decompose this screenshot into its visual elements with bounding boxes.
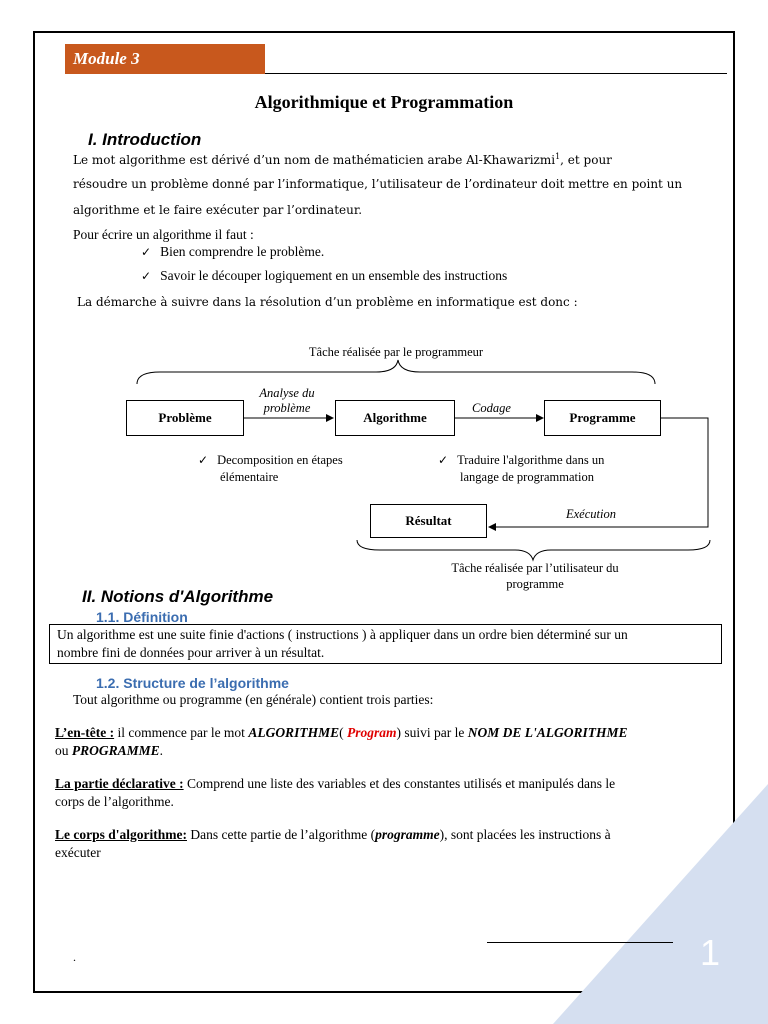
intro-line-1-end: , et pour bbox=[560, 153, 612, 167]
arrow-label-analyse-line2: problème bbox=[263, 401, 311, 415]
entete-or: ou bbox=[55, 743, 72, 758]
note-decomposition-line2: élémentaire bbox=[220, 470, 279, 484]
note-decomposition bbox=[198, 452, 343, 486]
module-badge: Module 3 bbox=[65, 44, 265, 74]
note-traduire-line1: ✓ Traduire l'algorithme dans un bbox=[438, 452, 604, 469]
intro-line-1-text: Le mot algorithme est dérivé d’un nom de mathématicien arabe Al-Khawarizmi bbox=[73, 153, 556, 167]
box-probleme: Problème bbox=[126, 400, 244, 436]
diagram-bottom-line1: Tâche réalisée par l’utilisateur du bbox=[451, 561, 619, 575]
footnote-mark: 1 bbox=[555, 152, 561, 161]
arrow-label-analyse-line1: Analyse du bbox=[259, 386, 315, 400]
entete-paren: ( bbox=[339, 725, 347, 740]
corps-line-2: exécuter bbox=[55, 845, 101, 860]
diagram-bottom-label bbox=[420, 560, 650, 592]
entete-label: L’en-tête : bbox=[55, 725, 115, 740]
section-2-heading: II. Notions d'Algorithme bbox=[82, 587, 274, 606]
definition-line-2: nombre fini de données pour arriver à un résultat. bbox=[57, 645, 325, 660]
definition-box bbox=[49, 624, 722, 664]
arrow-label-codage: Codage bbox=[472, 401, 511, 415]
entete-keyword-programme: PROGRAMME bbox=[71, 743, 160, 758]
corps-keyword-programme: programme bbox=[375, 827, 440, 842]
section-1-heading: I. Introduction bbox=[88, 130, 202, 149]
corps-text-2: ), sont placées les instructions à bbox=[439, 827, 611, 842]
entete-line-1 bbox=[55, 725, 627, 741]
note-decomposition-line1: ✓ Decomposition en étapes bbox=[198, 452, 343, 469]
arrow-label-execution: Exécution bbox=[566, 507, 616, 521]
corps-line-1 bbox=[55, 827, 611, 843]
decl-line-2: corps de l’algorithme. bbox=[55, 794, 174, 809]
corps-text-1: Dans cette partie de l’algorithme ( bbox=[186, 827, 376, 842]
box-algorithme: Algorithme bbox=[335, 400, 455, 436]
box-resultat: Résultat bbox=[370, 504, 487, 538]
box-programme: Programme bbox=[544, 400, 661, 436]
entete-keyword-algorithme: ALGORITHME bbox=[248, 725, 340, 740]
note-traduire-line2: langage de programmation bbox=[460, 470, 594, 484]
definition-line-1: Un algorithme est une suite finie d'actions ( instructions ) à appliquer dans un ordre bien déterminé sur un bbox=[57, 627, 628, 642]
page-number: 1 bbox=[699, 932, 720, 973]
subsection-structure: 1.2. Structure de l’algorithme bbox=[96, 675, 289, 691]
diagram-bottom-line2: programme bbox=[506, 577, 564, 591]
note-traduire bbox=[438, 452, 604, 486]
subsection-definition: 1.1. Définition bbox=[96, 609, 188, 625]
diagram-top-label: Tâche réalisée par le programmeur bbox=[308, 345, 484, 359]
structure-intro: Tout algorithme ou programme (en générale) contient trois parties: bbox=[73, 692, 434, 707]
corps-label: Le corps d'algorithme: bbox=[55, 827, 187, 842]
entete-keyword-program: Program bbox=[346, 725, 397, 740]
entete-text-1: il commence par le mot bbox=[114, 725, 249, 740]
intro-line-3: algorithme et le faire exécuter par l’ordinateur. bbox=[73, 203, 363, 217]
entete-keyword-nom: NOM DE L'ALGORITHME bbox=[467, 725, 628, 740]
footnote-rule bbox=[487, 942, 673, 943]
bullet-1: ✓ Bien comprendre le problème. bbox=[141, 244, 324, 260]
intro-list-lead: Pour écrire un algorithme il faut : bbox=[73, 227, 254, 242]
page-title: Algorithmique et Programmation bbox=[254, 92, 514, 112]
demarche-text: La démarche à suivre dans la résolution d’un problème en informatique est donc : bbox=[77, 295, 578, 309]
decl-label: La partie déclarative : bbox=[55, 776, 184, 791]
arrow-label-analyse bbox=[246, 386, 328, 416]
entete-text-2: ) suivi par le bbox=[396, 725, 468, 740]
decl-line-1 bbox=[55, 776, 615, 792]
bullet-2: ✓ Savoir le découper logiquement en un ensemble des instructions bbox=[141, 268, 507, 284]
entete-line-2 bbox=[55, 743, 163, 759]
footer-dot: . bbox=[73, 950, 76, 964]
entete-dot: . bbox=[159, 743, 164, 758]
decl-text-1: Comprend une liste des variables et des constantes utilisés et manipulés dans le bbox=[183, 776, 616, 791]
intro-line-2: résoudre un problème donné par l’informatique, l’utilisateur de l’ordinateur doit mettre en point un bbox=[73, 177, 683, 191]
